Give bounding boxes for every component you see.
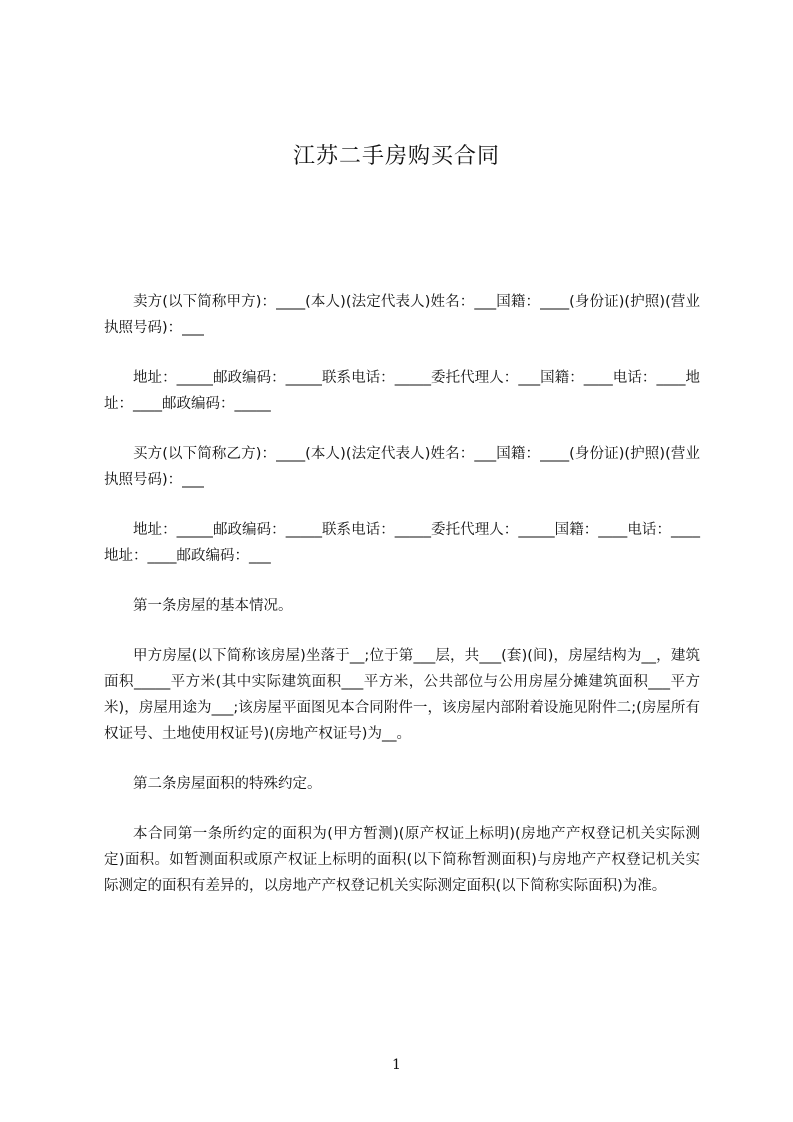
document-body bbox=[104, 289, 700, 923]
article-1-heading: 第一条房屋的基本情况。 bbox=[133, 598, 293, 614]
article-1-body: 甲方房屋(以下简称该房屋)坐落于__;位于第___层，共___(套)(间)，房屋结构为__，建筑面积_____平方米(其中实际建筑面积___平方米，公共部位与公用房屋分摊建筑面积___平方米)，房屋用途为___;该房屋平面图见本合同附件一，该房屋内部附着设施见附件二;(房屋所有权证号、土地使用权证号)(房地产权证号)为__。 bbox=[104, 648, 700, 742]
seller-info-paragraph: 卖方(以下简称甲方)：____(本人)(法定代表人)姓名：___国籍：____(身份证)(护照)(营业执照号码)：___ bbox=[104, 294, 700, 336]
article-2-heading: 第二条房屋面积的特殊约定。 bbox=[133, 776, 322, 792]
buyer-address-paragraph: 地址：_____邮政编码：_____联系电话：_____委托代理人：_____国籍：____电话：____地址：____邮政编码：___ bbox=[104, 522, 700, 564]
document-title: 江苏二手房购买合同 bbox=[292, 144, 500, 169]
buyer-info-paragraph: 买方(以下简称乙方)：____(本人)(法定代表人)姓名：___国籍：____(身份证)(护照)(营业执照号码)：___ bbox=[104, 446, 700, 488]
page-number: 1 bbox=[392, 1057, 401, 1073]
seller-address-paragraph: 地址：_____邮政编码：_____联系电话：_____委托代理人：___国籍：____电话：____地址：____邮政编码：_____ bbox=[104, 370, 700, 412]
article-2-body: 本合同第一条所约定的面积为(甲方暂测)(原产权证上标明)(房地产产权登记机关实际测定)面积。如暂测面积或原产权证上标明的面积(以下简称暂测面积)与房地产产权登记机关实际测定的面积有差异的，以房地产产权登记机关实际测定面积(以下简称实际面积)为准。 bbox=[104, 826, 700, 894]
